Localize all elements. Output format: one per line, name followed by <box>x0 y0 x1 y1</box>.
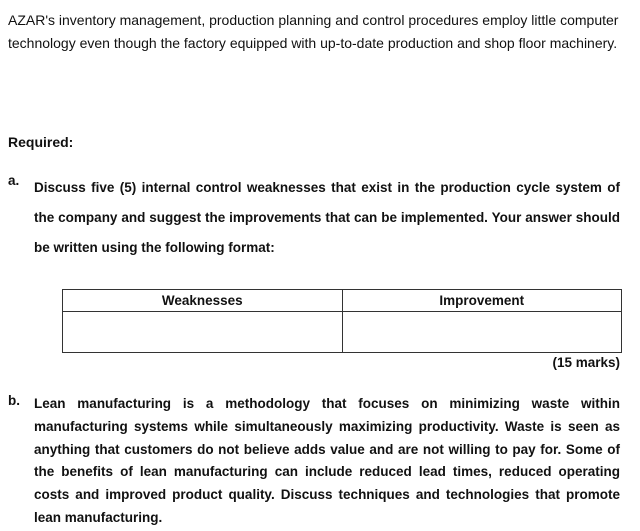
table-row <box>63 312 622 353</box>
question-a-letter: a. <box>8 173 20 188</box>
marks-label: (15 marks) <box>552 355 620 370</box>
answer-format-table <box>62 289 622 353</box>
improvement-header: Improvement <box>342 290 622 312</box>
weaknesses-header: Weaknesses <box>63 290 343 312</box>
question-b-letter: b. <box>8 393 20 408</box>
table-header-row <box>63 290 622 312</box>
weaknesses-cell <box>63 312 343 353</box>
improvement-cell <box>342 312 622 353</box>
required-heading: Required: <box>8 134 74 150</box>
question-a-text: Discuss five (5) internal control weaknesses that exist in the production cycle system of the company and suggest the improvements that can be implemented. Your answer should be written using the following format: <box>34 180 620 255</box>
question-b-text: Lean manufacturing is a methodology that focuses on minimizing waste within manufacturing systems while simultaneously maximizing productivity. Waste is seen as anything that customers do not believe adds value and are not willing to pay for. Some of the benefits of lean manufacturing can include reduced lead times, reduced operating costs and improved product quality. Discuss techniques and technologies that promote lean manufacturing. <box>34 396 620 525</box>
intro-paragraph: AZAR's inventory management, production planning and control procedures employ little computer technology even though the factory equipped with up-to-date production and shop floor machinery. <box>8 12 619 51</box>
